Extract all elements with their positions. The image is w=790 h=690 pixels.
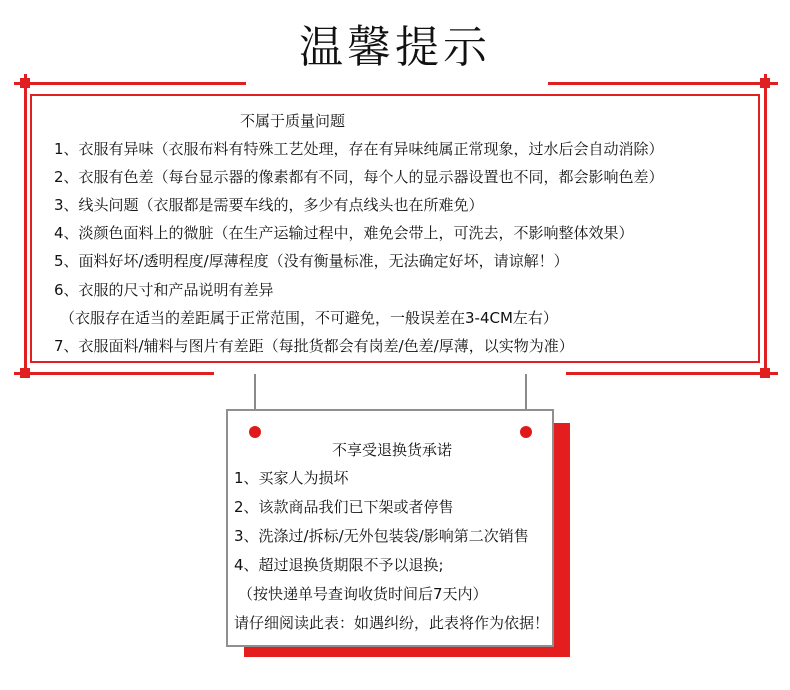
- bottom-left-rule: [14, 372, 214, 375]
- corner-square-bottom-right: [760, 368, 770, 378]
- quality-item: 7、衣服面料/辅料与图片有差距（每批货都会有岗差/色差/厚薄，以实物为准）: [54, 337, 574, 355]
- quality-item-note: （衣服存在适当的差距属于正常范围，不可避免，一般误差在3-4CM左右）: [60, 309, 558, 327]
- pin-dot-left: [249, 426, 261, 438]
- return-item: 1、买家人为损坏: [234, 469, 349, 487]
- quality-notice-heading: 不属于质量问题: [240, 112, 346, 130]
- corner-square-top-left: [20, 78, 30, 88]
- quality-item: 5、面料好坏/透明程度/厚薄程度（没有衡量标准，无法确定好坏，请谅解！）: [54, 252, 569, 270]
- corner-square-top-right: [760, 78, 770, 88]
- left-vertical-rule: [24, 74, 27, 370]
- page-title: 温馨提示: [299, 22, 491, 73]
- corner-square-bottom-left: [20, 368, 30, 378]
- quality-item: 2、衣服有色差（每台显示器的像素都有不同，每个人的显示器设置也不同，都会影响色差）: [54, 168, 664, 186]
- return-policy-card: [226, 409, 554, 647]
- quality-item: 6、衣服的尺寸和产品说明有差异: [54, 281, 274, 299]
- return-item: 4、超过退换货期限不予以退换;: [234, 556, 444, 574]
- return-item: 2、该款商品我们已下架或者停售: [234, 498, 454, 516]
- return-item-note: （按快递单号查询收货时间后7天内）: [238, 585, 488, 603]
- pin-dot-right: [520, 426, 532, 438]
- bottom-right-rule: [566, 372, 778, 375]
- right-vertical-rule: [764, 74, 767, 374]
- return-item: 3、洗涤过/拆标/无外包装袋/影响第二次销售: [234, 527, 529, 545]
- quality-notice-box: [30, 94, 760, 363]
- quality-item: 1、衣服有异味（衣服布料有特殊工艺处理，存在有异味纯属正常现象，过水后会自动消除）: [54, 140, 664, 158]
- quality-item: 4、淡颜色面料上的微脏（在生产运输过程中，难免会带上，可洗去，不影响整体效果）: [54, 224, 634, 242]
- top-left-rule: [14, 82, 246, 85]
- quality-item: 3、线头问题（衣服都是需要车线的，多少有点线头也在所难免）: [54, 196, 484, 214]
- return-warning: 请仔细阅读此表：如遇纠纷，此表将作为依据！: [234, 614, 550, 632]
- return-policy-heading: 不享受退换货承诺: [332, 441, 453, 459]
- top-right-rule: [548, 82, 778, 85]
